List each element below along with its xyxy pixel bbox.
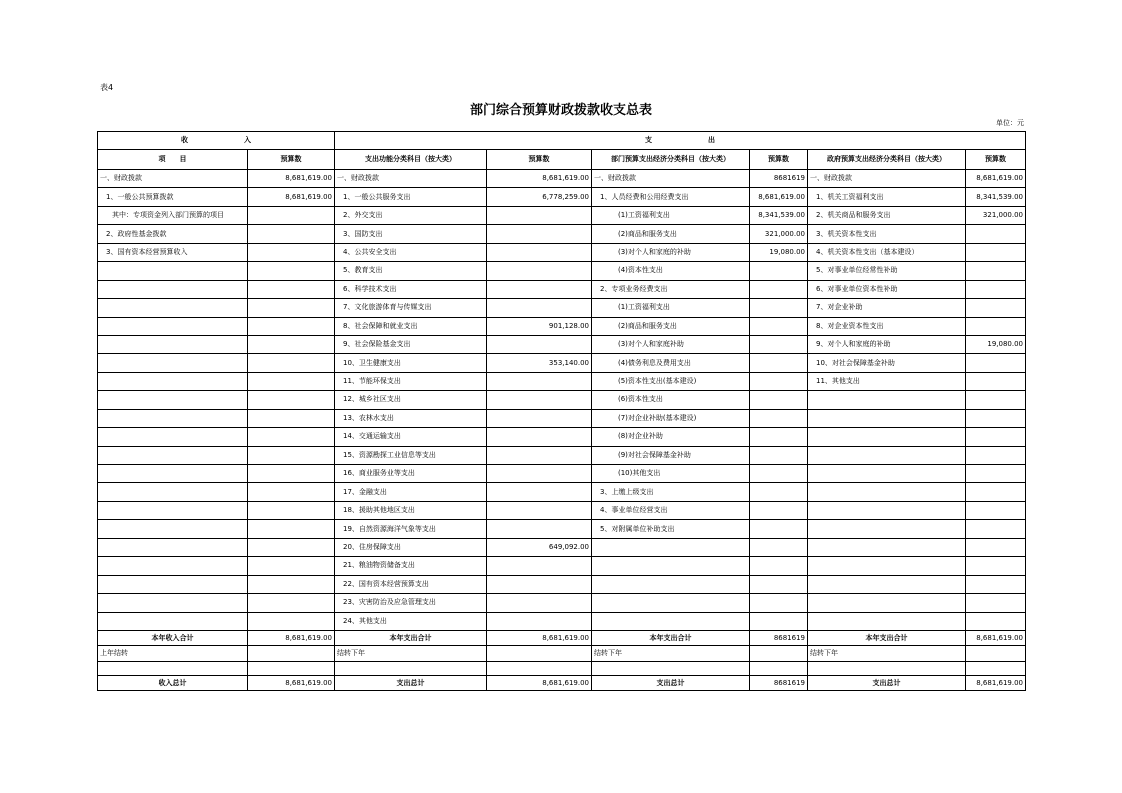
budget-amount-cell [487, 483, 592, 501]
budget-amount-cell [966, 299, 1026, 317]
empty-cell [750, 661, 808, 675]
item-label-cell [808, 557, 966, 575]
item-label-cell [98, 575, 248, 593]
item-label-cell [808, 446, 966, 464]
col-header-budget: 预算数 [750, 150, 808, 170]
item-label-cell: 8、社会保障和就业支出 [335, 317, 487, 335]
budget-amount-cell [750, 262, 808, 280]
budget-amount-cell [248, 225, 335, 243]
item-label-cell: 2、专项业务经费支出 [592, 280, 750, 298]
budget-amount-cell [248, 538, 335, 556]
item-label-cell: 3、上缴上级支出 [592, 483, 750, 501]
item-label-cell: 22、国有资本经营预算支出 [335, 575, 487, 593]
budget-amount-cell [750, 594, 808, 612]
budget-amount-cell [487, 465, 592, 483]
table-row [98, 612, 1026, 630]
budget-amount-cell [487, 391, 592, 409]
item-label-cell [98, 335, 248, 353]
table-row [98, 465, 1026, 483]
table-row [98, 335, 1026, 353]
item-label-cell: 其中：专项资金列入部门预算的项目 [98, 206, 248, 224]
col-header-function-class: 支出功能分类科目（按大类） [335, 150, 487, 170]
total-label-cell: 支出总计 [335, 675, 487, 691]
item-label-cell [98, 594, 248, 612]
budget-summary-table [97, 131, 1026, 691]
empty-cell [966, 661, 1026, 675]
item-label-cell [808, 391, 966, 409]
item-label-cell [808, 501, 966, 519]
table-row [98, 538, 1026, 556]
item-label-cell: 1、人员经费和公用经费支出 [592, 188, 750, 206]
table-row [98, 501, 1026, 519]
budget-amount-cell [750, 335, 808, 353]
item-label-cell: 3、国防支出 [335, 225, 487, 243]
budget-amount-cell: 649,092.00 [487, 538, 592, 556]
budget-amount-cell [966, 391, 1026, 409]
total-amount-cell: 8,681,619.00 [966, 630, 1026, 646]
budget-amount-cell [248, 465, 335, 483]
item-label-cell: (2)商品和服务支出 [592, 317, 750, 335]
empty-cell [592, 661, 750, 675]
budget-amount-cell [966, 557, 1026, 575]
budget-amount-cell [248, 335, 335, 353]
item-label-cell: (9)对社会保障基金补助 [592, 446, 750, 464]
budget-amount-cell [248, 575, 335, 593]
item-label-cell: 19、自然资源海洋气象等支出 [335, 520, 487, 538]
total-label-cell: 上年结转 [98, 646, 248, 662]
budget-amount-cell [487, 446, 592, 464]
budget-amount-cell: 321,000.00 [966, 206, 1026, 224]
item-label-cell: 3、国有资本经营预算收入 [98, 243, 248, 261]
item-label-cell: 24、其他支出 [335, 612, 487, 630]
item-label-cell [98, 612, 248, 630]
item-label-cell: 一、财政拨款 [808, 170, 966, 188]
budget-amount-cell [750, 465, 808, 483]
item-label-cell: 1、一般公共预算拨款 [98, 188, 248, 206]
item-label-cell [592, 538, 750, 556]
grand-row [98, 675, 1026, 691]
total-amount-cell: 8,681,619.00 [966, 675, 1026, 691]
table-row [98, 280, 1026, 298]
budget-amount-cell: 8,681,619.00 [966, 170, 1026, 188]
page-title: 部门综合预算财政拨款收支总表 [469, 103, 652, 118]
budget-amount-cell [966, 520, 1026, 538]
item-label-cell: 7、对企业补助 [808, 299, 966, 317]
col-header-budget: 预算数 [487, 150, 592, 170]
budget-amount-cell [750, 280, 808, 298]
budget-amount-cell [248, 501, 335, 519]
budget-amount-cell [248, 391, 335, 409]
total-label-cell: 本年支出合计 [335, 630, 487, 646]
table-row [98, 206, 1026, 224]
item-label-cell: 10、卫生健康支出 [335, 354, 487, 372]
budget-amount-cell [966, 243, 1026, 261]
item-label-cell: 6、科学技术支出 [335, 280, 487, 298]
item-label-cell: 3、机关资本性支出 [808, 225, 966, 243]
budget-amount-cell [487, 299, 592, 317]
budget-amount-cell [248, 557, 335, 575]
budget-amount-cell [487, 372, 592, 390]
budget-amount-cell [248, 317, 335, 335]
item-label-cell [98, 409, 248, 427]
budget-amount-cell [487, 501, 592, 519]
table-row [98, 575, 1026, 593]
item-label-cell [98, 483, 248, 501]
item-label-cell [808, 483, 966, 501]
budget-amount-cell [750, 428, 808, 446]
item-label-cell [808, 538, 966, 556]
item-label-cell: 4、公共安全支出 [335, 243, 487, 261]
item-label-cell: 1、一般公共服务支出 [335, 188, 487, 206]
item-label-cell: 7、文化旅游体育与传媒支出 [335, 299, 487, 317]
table-row [98, 225, 1026, 243]
budget-amount-cell [248, 520, 335, 538]
budget-amount-cell [750, 354, 808, 372]
table-row [98, 262, 1026, 280]
budget-amount-cell [966, 483, 1026, 501]
col-header-budget: 预算数 [966, 150, 1026, 170]
table-row [98, 557, 1026, 575]
table-row [98, 188, 1026, 206]
budget-amount-cell [248, 409, 335, 427]
item-label-cell [808, 594, 966, 612]
item-label-cell: (4)资本性支出 [592, 262, 750, 280]
empty-cell [248, 661, 335, 675]
item-label-cell: 21、粮油物资储备支出 [335, 557, 487, 575]
budget-amount-cell [248, 243, 335, 261]
budget-amount-cell [750, 612, 808, 630]
budget-amount-cell [966, 538, 1026, 556]
item-label-cell: 16、商业服务业等支出 [335, 465, 487, 483]
item-label-cell [98, 299, 248, 317]
budget-amount-cell [487, 428, 592, 446]
budget-amount-cell [248, 280, 335, 298]
budget-amount-cell [750, 317, 808, 335]
item-label-cell: (3)对个人和家庭补助 [592, 335, 750, 353]
total-label-cell: 本年收入合计 [98, 630, 248, 646]
item-label-cell [98, 538, 248, 556]
year-row [98, 630, 1026, 646]
empty-cell [487, 661, 592, 675]
item-label-cell: (1)工资福利支出 [592, 299, 750, 317]
item-label-cell [98, 520, 248, 538]
table-row [98, 428, 1026, 446]
budget-amount-cell [248, 594, 335, 612]
item-label-cell [98, 317, 248, 335]
budget-amount-cell [966, 465, 1026, 483]
budget-amount-cell: 19,080.00 [966, 335, 1026, 353]
item-label-cell: 9、社会保险基金支出 [335, 335, 487, 353]
empty-cell [808, 661, 966, 675]
budget-amount-cell [966, 262, 1026, 280]
item-label-cell: 5、对事业单位经常性补助 [808, 262, 966, 280]
total-amount-cell: 8,681,619.00 [487, 675, 592, 691]
col-header-dept-econ-class: 部门预算支出经济分类科目（按大类） [592, 150, 750, 170]
empty-cell [335, 661, 487, 675]
item-label-cell [98, 446, 248, 464]
item-label-cell [808, 575, 966, 593]
total-amount-cell: 8681619 [750, 675, 808, 691]
budget-amount-cell [248, 612, 335, 630]
budget-amount-cell [248, 446, 335, 464]
item-label-cell [808, 612, 966, 630]
budget-amount-cell [248, 299, 335, 317]
total-label-cell: 收入总计 [98, 675, 248, 691]
budget-amount-cell [750, 575, 808, 593]
item-label-cell: 11、节能环保支出 [335, 372, 487, 390]
item-label-cell: 6、对事业单位资本性补助 [808, 280, 966, 298]
budget-amount-cell [966, 612, 1026, 630]
budget-amount-cell: 8,681,619.00 [750, 188, 808, 206]
budget-amount-cell [966, 501, 1026, 519]
item-label-cell: 1、机关工资福利支出 [808, 188, 966, 206]
item-label-cell: 8、对企业资本性支出 [808, 317, 966, 335]
item-label-cell: 23、灾害防治及应急管理支出 [335, 594, 487, 612]
budget-amount-cell [487, 280, 592, 298]
budget-amount-cell [966, 372, 1026, 390]
item-label-cell [98, 465, 248, 483]
total-label-cell: 本年支出合计 [592, 630, 750, 646]
total-amount-cell: 8,681,619.00 [248, 675, 335, 691]
budget-amount-cell [750, 391, 808, 409]
budget-amount-cell: 8,681,619.00 [248, 188, 335, 206]
income-header: 收 入 [98, 132, 335, 150]
budget-amount-cell [248, 262, 335, 280]
item-label-cell: 17、金融支出 [335, 483, 487, 501]
total-label-cell: 结转下年 [335, 646, 487, 662]
item-label-cell: 一、财政拨款 [98, 170, 248, 188]
budget-amount-cell: 19,080.00 [750, 243, 808, 261]
budget-amount-cell: 6,778,259.00 [487, 188, 592, 206]
item-label-cell [98, 391, 248, 409]
item-label-cell: (4)债务利息及费用支出 [592, 354, 750, 372]
budget-amount-cell [750, 483, 808, 501]
budget-amount-cell [487, 243, 592, 261]
total-amount-cell [750, 646, 808, 662]
item-label-cell [98, 557, 248, 575]
budget-amount-cell: 8,341,539.00 [966, 188, 1026, 206]
item-label-cell: (2)商品和服务支出 [592, 225, 750, 243]
col-header-gov-econ-class: 政府预算支出经济分类科目（按大类） [808, 150, 966, 170]
budget-amount-cell [487, 575, 592, 593]
table-row [98, 372, 1026, 390]
item-label-cell: 11、其他支出 [808, 372, 966, 390]
item-label-cell [98, 372, 248, 390]
budget-amount-cell [487, 206, 592, 224]
item-label-cell: 20、住房保障支出 [335, 538, 487, 556]
item-label-cell [98, 262, 248, 280]
budget-amount-cell [750, 409, 808, 427]
item-label-cell: 2、政府性基金拨款 [98, 225, 248, 243]
total-amount-cell [487, 646, 592, 662]
budget-amount-cell [248, 483, 335, 501]
budget-amount-cell [966, 575, 1026, 593]
table-row [98, 243, 1026, 261]
table-row [98, 409, 1026, 427]
item-label-cell: 5、教育支出 [335, 262, 487, 280]
item-label-cell: (8)对企业补助 [592, 428, 750, 446]
item-label-cell [98, 354, 248, 372]
item-label-cell: 2、外交支出 [335, 206, 487, 224]
budget-amount-cell [248, 206, 335, 224]
budget-amount-cell [966, 594, 1026, 612]
budget-amount-cell [750, 520, 808, 538]
budget-amount-cell [750, 372, 808, 390]
item-label-cell: 4、事业单位经营支出 [592, 501, 750, 519]
item-label-cell [808, 465, 966, 483]
table-row [98, 520, 1026, 538]
budget-amount-cell [487, 225, 592, 243]
item-label-cell: 5、对附属单位补助支出 [592, 520, 750, 538]
total-label-cell: 结转下年 [808, 646, 966, 662]
carry-row [98, 646, 1026, 662]
item-label-cell [592, 575, 750, 593]
budget-amount-cell [750, 299, 808, 317]
total-amount-cell [248, 646, 335, 662]
item-label-cell: (1)工资福利支出 [592, 206, 750, 224]
budget-amount-cell [966, 225, 1026, 243]
total-label-cell: 结转下年 [592, 646, 750, 662]
total-amount-cell [966, 646, 1026, 662]
total-amount-cell: 8681619 [750, 630, 808, 646]
budget-amount-cell [487, 520, 592, 538]
item-label-cell [592, 612, 750, 630]
item-label-cell: 一、财政拨款 [592, 170, 750, 188]
budget-amount-cell [966, 428, 1026, 446]
item-label-cell: 4、机关资本性支出（基本建设） [808, 243, 966, 261]
table-number: 表4 [100, 83, 114, 92]
item-label-cell: 18、援助其他地区支出 [335, 501, 487, 519]
budget-amount-cell [966, 446, 1026, 464]
table-row [98, 483, 1026, 501]
item-label-cell [592, 594, 750, 612]
item-label-cell: 一、财政拨款 [335, 170, 487, 188]
table-row [98, 299, 1026, 317]
budget-amount-cell [487, 557, 592, 575]
budget-amount-cell: 8681619 [750, 170, 808, 188]
item-label-cell: (10)其他支出 [592, 465, 750, 483]
unit-label: 单位：元 [996, 119, 1024, 127]
total-amount-cell: 8,681,619.00 [248, 630, 335, 646]
table-row [98, 170, 1026, 188]
item-label-cell [808, 520, 966, 538]
budget-amount-cell [966, 354, 1026, 372]
budget-amount-cell [487, 409, 592, 427]
item-label-cell: 9、对个人和家庭的补助 [808, 335, 966, 353]
empty-cell [98, 661, 248, 675]
budget-amount-cell: 353,140.00 [487, 354, 592, 372]
expense-header: 支 出 [335, 132, 1026, 150]
budget-amount-cell [966, 317, 1026, 335]
budget-amount-cell: 901,128.00 [487, 317, 592, 335]
total-label-cell: 支出总计 [592, 675, 750, 691]
item-label-cell: 12、城乡社区支出 [335, 391, 487, 409]
item-label-cell: (7)对企业补助(基本建设) [592, 409, 750, 427]
budget-amount-cell [487, 594, 592, 612]
item-label-cell: 15、资源勘探工业信息等支出 [335, 446, 487, 464]
table-row [98, 354, 1026, 372]
budget-amount-cell [487, 262, 592, 280]
item-label-cell [98, 501, 248, 519]
item-label-cell [98, 428, 248, 446]
item-label-cell: 10、对社会保障基金补助 [808, 354, 966, 372]
col-header-budget: 预算数 [248, 150, 335, 170]
item-label-cell [808, 409, 966, 427]
item-label-cell [592, 557, 750, 575]
budget-amount-cell [750, 446, 808, 464]
item-label-cell: (3)对个人和家庭的补助 [592, 243, 750, 261]
budget-amount-cell [248, 372, 335, 390]
item-label-cell: 2、机关商品和服务支出 [808, 206, 966, 224]
table-row [98, 391, 1026, 409]
total-amount-cell: 8,681,619.00 [487, 630, 592, 646]
item-label-cell: (5)资本性支出(基本建设) [592, 372, 750, 390]
budget-amount-cell: 8,341,539.00 [750, 206, 808, 224]
budget-amount-cell [248, 354, 335, 372]
item-label-cell [808, 428, 966, 446]
budget-amount-cell [750, 538, 808, 556]
total-label-cell: 本年支出合计 [808, 630, 966, 646]
budget-amount-cell: 321,000.00 [750, 225, 808, 243]
budget-amount-cell [487, 335, 592, 353]
table-row [98, 446, 1026, 464]
budget-amount-cell [750, 501, 808, 519]
item-label-cell: (6)资本性支出 [592, 391, 750, 409]
item-label-cell: 14、交通运输支出 [335, 428, 487, 446]
budget-amount-cell [487, 612, 592, 630]
budget-amount-cell [248, 428, 335, 446]
budget-amount-cell: 8,681,619.00 [248, 170, 335, 188]
col-header-item: 项 目 [98, 150, 248, 170]
item-label-cell: 13、农林水支出 [335, 409, 487, 427]
item-label-cell [98, 280, 248, 298]
budget-amount-cell [750, 557, 808, 575]
budget-amount-cell [966, 409, 1026, 427]
budget-amount-cell [966, 280, 1026, 298]
blank-row [98, 661, 1026, 675]
budget-amount-cell: 8,681,619.00 [487, 170, 592, 188]
total-label-cell: 支出总计 [808, 675, 966, 691]
table-row [98, 594, 1026, 612]
table-row [98, 317, 1026, 335]
